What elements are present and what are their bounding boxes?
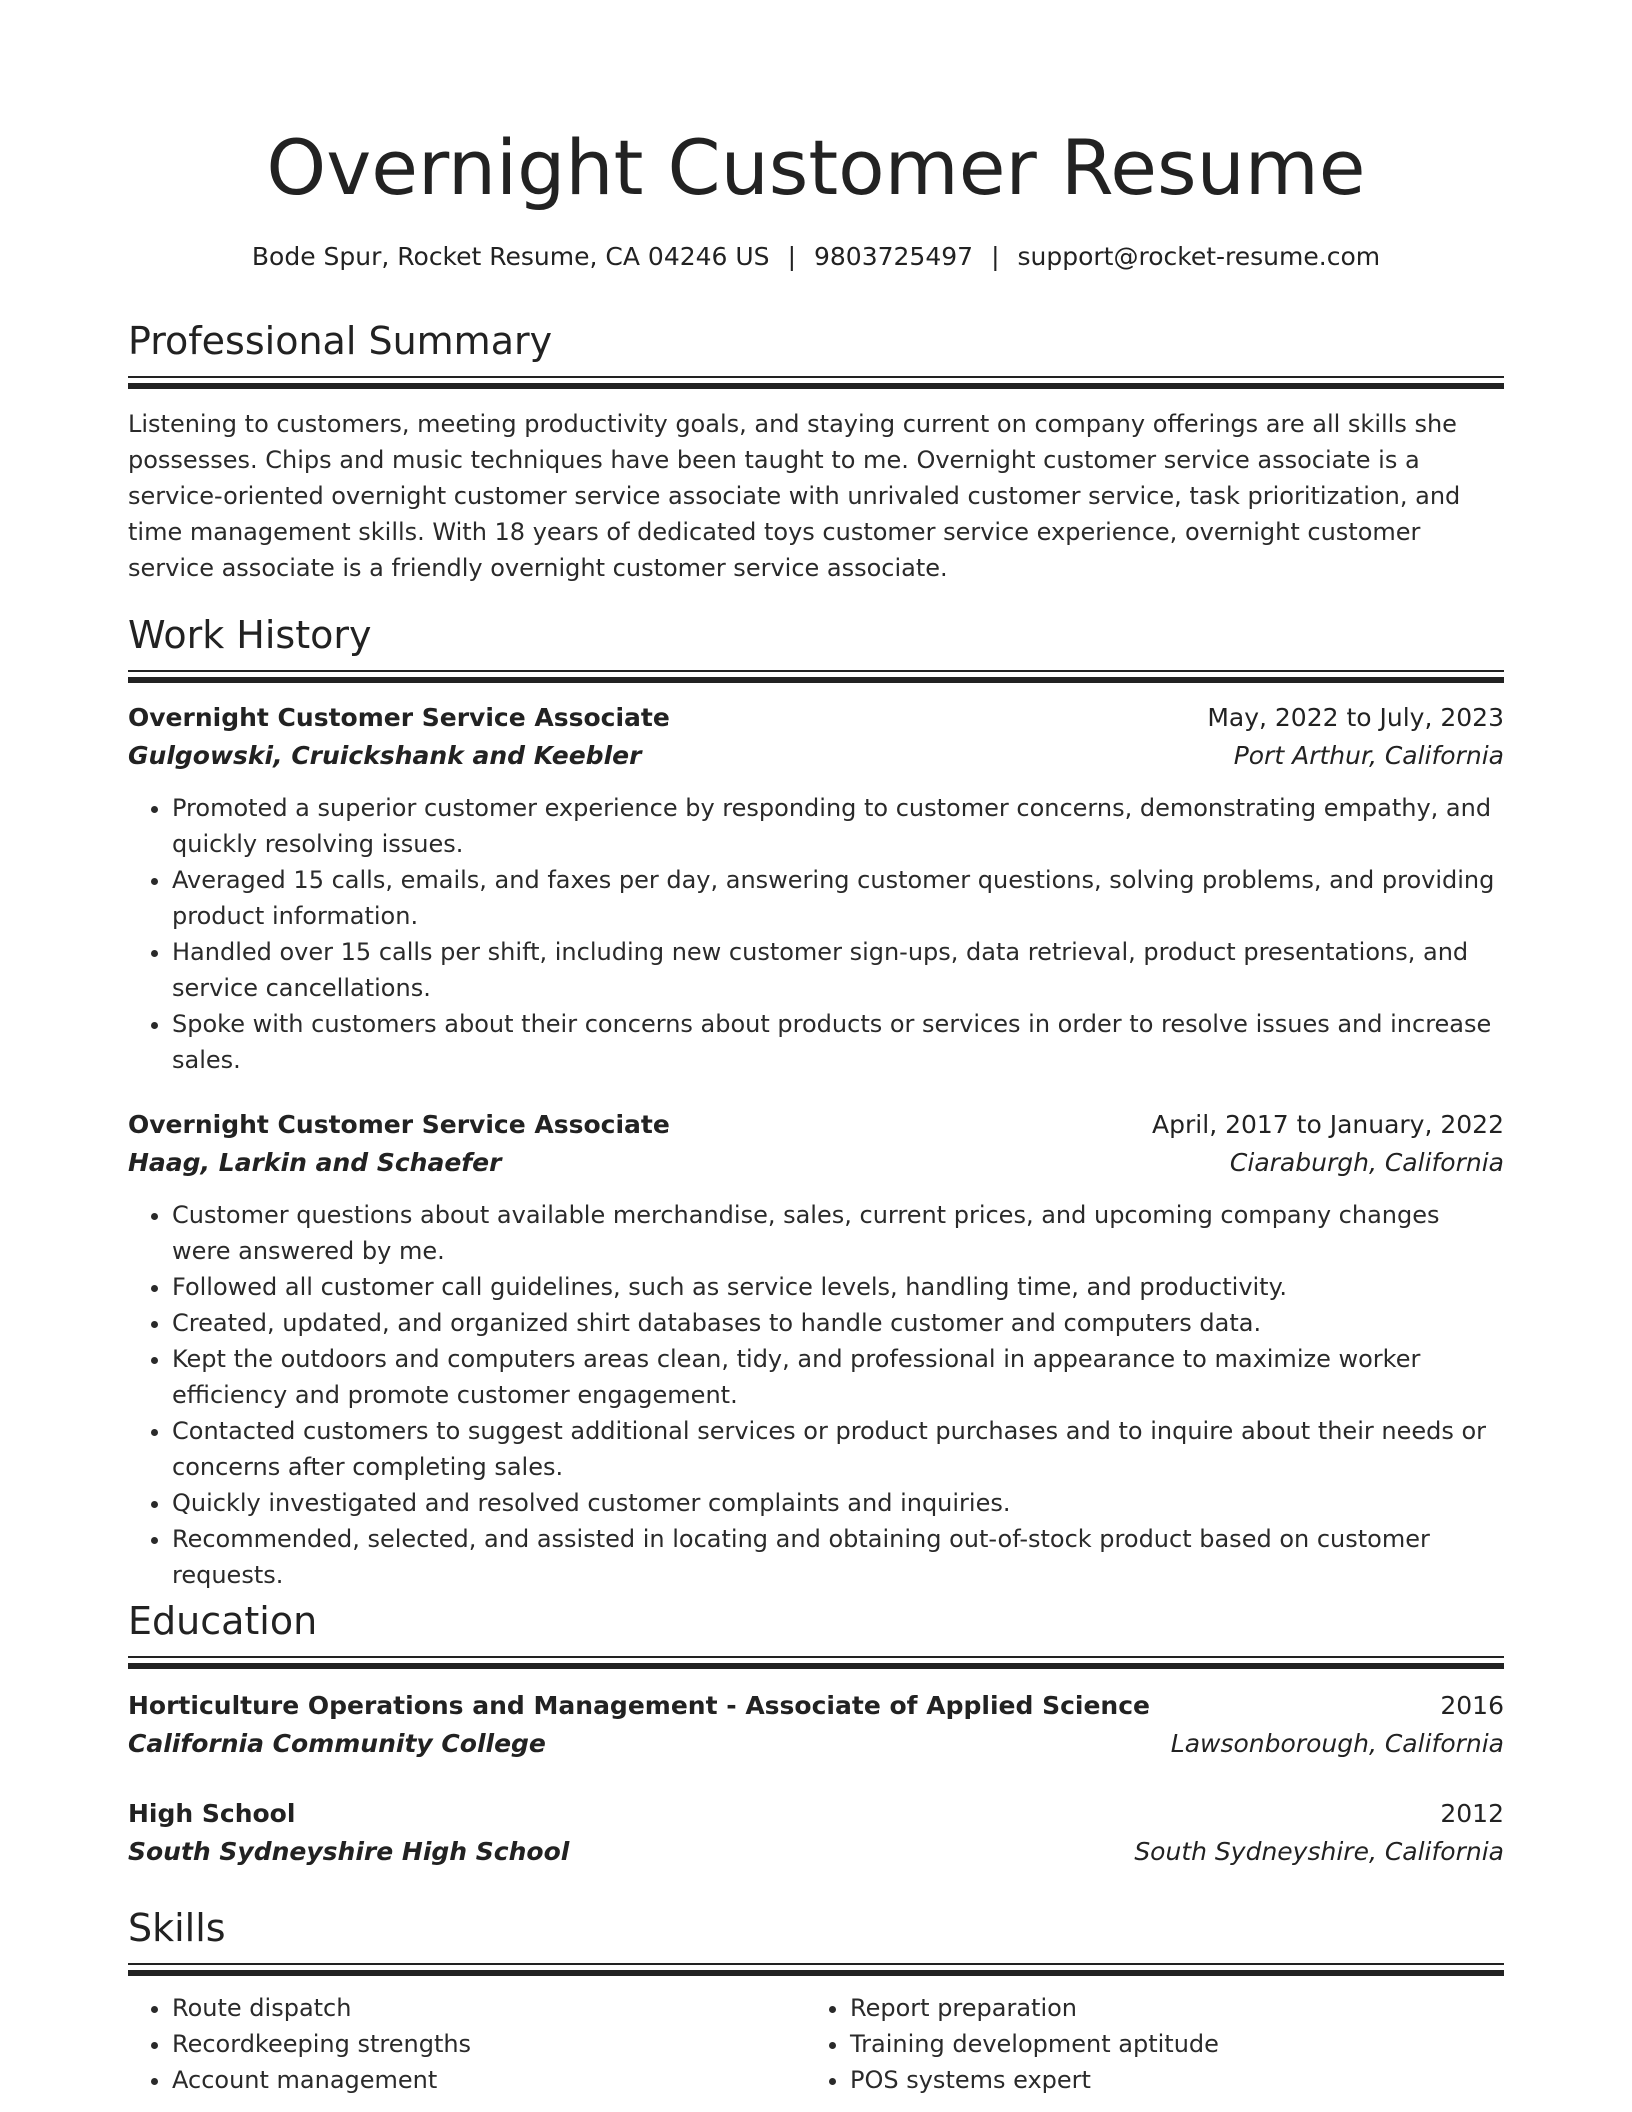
education-entry — [128, 1795, 1504, 1871]
list-item: • Followed all customer call guidelines, such as service levels, handling time, and productivity. — [172, 1269, 1504, 1305]
list-item: • Contacted customers to suggest additional services or product purchases and to inquire about their needs or concerns after completing sales. — [172, 1413, 1504, 1485]
work-heading: Work History — [128, 613, 372, 657]
skill-item: • POS systems expert — [850, 2062, 1484, 2098]
section-rule — [128, 670, 1504, 683]
job-header — [128, 699, 1504, 737]
contact-phone: 9803725497 — [814, 242, 974, 271]
contact-separator: | — [991, 242, 1000, 271]
job-company: Haag, Larkin and Schaefer — [128, 1148, 502, 1177]
skill-item: • Account management — [172, 2062, 806, 2098]
job-bullets — [128, 790, 1504, 1078]
education-header — [128, 1795, 1504, 1833]
skill-item: • Route dispatch — [172, 1990, 806, 2026]
job-subheader — [128, 737, 1504, 775]
list-item: • Handled over 15 calls per shift, including new customer sign-ups, data retrieval, product presentations, and service cancellations. — [172, 934, 1504, 1006]
education-subheader — [128, 1725, 1504, 1763]
list-item: • Recommended, selected, and assisted in locating and obtaining out-of-stock product based on customer requests. — [172, 1521, 1504, 1593]
summary-section — [128, 316, 1504, 586]
resume-title: Overnight Customer Resume — [266, 123, 1366, 212]
summary-heading: Professional Summary — [128, 319, 553, 363]
education-school: South Sydneyshire High School — [128, 1837, 570, 1866]
education-school: California Community College — [128, 1729, 546, 1758]
list-item: • Kept the outdoors and computers areas clean, tidy, and professional in appearance to maximize worker efficiency and promote customer engagement. — [172, 1341, 1504, 1413]
summary-text: Listening to customers, meeting productivity goals, and staying current on company offerings are all skills she possesses. Chips and music techniques have been taught to me. Overnight customer service associate is a service-oriented overnight customer service associate with unrivaled customer service, task prioritization, and time management skills. With 18 years of dedicated toys customer service experience, overnight customer service associate is a friendly overnight customer service associate. — [128, 410, 1461, 582]
section-rule — [128, 376, 1504, 389]
list-item: • Promoted a superior customer experience by responding to customer concerns, demonstrating empathy, and quickly resolving issues. — [172, 790, 1504, 862]
education-subheader — [128, 1833, 1504, 1871]
education-header — [128, 1687, 1504, 1725]
contact-address: Bode Spur, Rocket Resume, CA 04246 US — [251, 242, 770, 271]
skill-item: • Recordkeeping strengths — [172, 2026, 806, 2062]
job-location: Ciaraburgh, California — [1229, 1148, 1504, 1177]
list-item: • Averaged 15 calls, emails, and faxes per day, answering customer questions, solving problems, and providing product information. — [172, 862, 1504, 934]
job-title: Overnight Customer Service Associate — [128, 703, 670, 732]
education-location: Lawsonborough, California — [1170, 1729, 1504, 1758]
section-rule — [128, 1963, 1504, 1976]
contact-separator: | — [787, 242, 796, 271]
job-entry — [128, 699, 1504, 1078]
list-item: • Created, updated, and organized shirt databases to handle customer and computers data. — [172, 1305, 1504, 1341]
job-company: Gulgowski, Cruickshank and Keebler — [128, 741, 642, 770]
education-entry — [128, 1687, 1504, 1763]
contact-line — [128, 240, 1504, 274]
job-location: Port Arthur, California — [1233, 741, 1504, 770]
job-subheader — [128, 1144, 1504, 1182]
education-location: South Sydneyshire, California — [1134, 1837, 1504, 1866]
skills-right-column — [806, 1990, 1484, 2098]
list-item: • Customer questions about available merchandise, sales, current prices, and upcoming company changes were answered by me. — [172, 1197, 1504, 1269]
job-dates: May, 2022 to July, 2023 — [1207, 703, 1504, 732]
skills-grid — [128, 1990, 1504, 2098]
skill-item: • Report preparation — [850, 1990, 1484, 2026]
job-title: Overnight Customer Service Associate — [128, 1110, 670, 1139]
skills-left-column — [128, 1990, 806, 2098]
education-year: 2012 — [1440, 1799, 1504, 1828]
job-bullets — [128, 1197, 1504, 1593]
list-item: • Spoke with customers about their concerns about products or services in order to resolve issues and increase sales. — [172, 1006, 1504, 1078]
education-degree: Horticulture Operations and Management - Associate of Applied Science — [128, 1691, 1150, 1720]
list-item: • Quickly investigated and resolved customer complaints and inquiries. — [172, 1485, 1504, 1521]
contact-email: support@rocket-resume.com — [1017, 242, 1381, 271]
job-header — [128, 1106, 1504, 1144]
education-heading: Education — [128, 1599, 318, 1643]
skills-heading: Skills — [128, 1906, 226, 1950]
skills-section — [128, 1903, 1504, 2098]
section-rule — [128, 1656, 1504, 1669]
work-section — [128, 610, 1504, 1593]
education-degree: High School — [128, 1799, 296, 1828]
education-year: 2016 — [1440, 1691, 1504, 1720]
skill-item: • Training development aptitude — [850, 2026, 1484, 2062]
education-section — [128, 1596, 1504, 1871]
job-dates: April, 2017 to January, 2022 — [1152, 1110, 1504, 1139]
job-entry — [128, 1106, 1504, 1593]
